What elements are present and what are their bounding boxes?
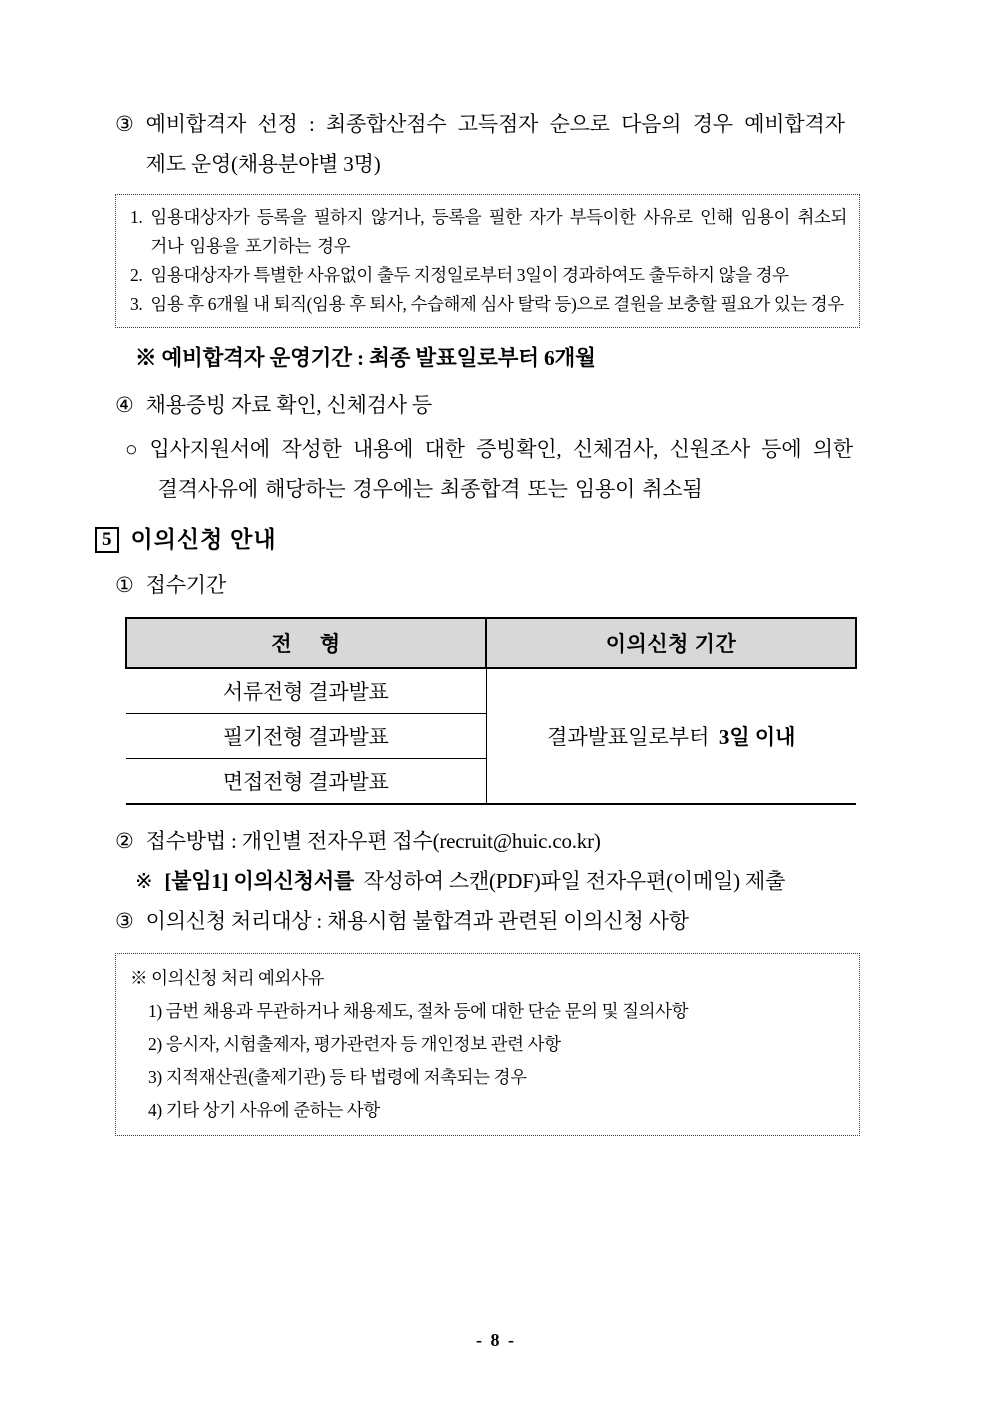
- reserve-reason-2-num: 2.: [130, 265, 143, 285]
- exception-item-2: 2) 응시자, 시험출제자, 평가관련자 등 개인정보 관련 사항: [148, 1034, 561, 1054]
- appeal-period-table: [125, 617, 857, 805]
- attachment-note-bold: [붙임1] 이의신청서를: [164, 869, 355, 893]
- reserve-reason-item: [130, 203, 847, 261]
- bullet-line2: 결격사유에 해당하는 경우에는 최종합격 또는 임용이 취소됨: [157, 477, 703, 501]
- table-header-row: [126, 618, 856, 668]
- reserve-reason-item: [130, 261, 847, 290]
- item-document-check-text: 채용증빙 자료 확인, 신체검사 등: [145, 393, 433, 417]
- exception-item-4: 4) 기타 상기 사유에 준하는 사항: [148, 1100, 380, 1120]
- reference-mark: ※: [135, 869, 153, 893]
- period-text-bold: 3일 이내: [718, 725, 796, 749]
- reserve-period-note: ※ 예비합격자 운영기간 : 최종 발표일로부터 6개월: [135, 346, 596, 370]
- attachment-note: [135, 861, 900, 901]
- header-cell-period: [486, 618, 856, 668]
- reserve-reason-3-num: 3.: [130, 294, 143, 314]
- circled-1-marker: ①: [115, 573, 134, 597]
- header-cell-stage: [126, 618, 486, 668]
- section-appeal-title: 이의신청 안내: [130, 527, 277, 552]
- section-number-box: 5: [95, 527, 119, 553]
- exception-item-3: 3) 지적재산권(출제기관) 등 타 법령에 저촉되는 경우: [148, 1067, 527, 1087]
- item-appeal-target-text: 이의신청 처리대상 : 채용시험 불합격과 관련된 이의신청 사항: [145, 909, 689, 933]
- item-reception-period-text: 접수기간: [145, 573, 226, 597]
- bullet-disqualification-text: [149, 429, 900, 509]
- attachment-note-rest: 작성하여 스캔(PDF)파일 전자우편(이메일) 제출: [363, 869, 786, 893]
- table-row: [126, 668, 856, 714]
- stage-cell-interview: 면접전형 결과발표: [126, 759, 486, 805]
- item-reception-method-text: 접수방법 : 개인별 전자우편 접수(recruit@huic.co.kr): [145, 829, 601, 853]
- header-stage-label: 전 형: [271, 632, 341, 656]
- circled-3b-marker: ③: [115, 909, 134, 933]
- period-cell: [486, 668, 856, 804]
- reserve-reasons-box: [115, 194, 860, 328]
- page-number: - 8 -: [476, 1330, 516, 1350]
- reserve-reason-1-num: 1.: [130, 207, 143, 227]
- circle-bullet-marker: ○: [125, 437, 138, 461]
- circled-3-marker: ③: [115, 112, 134, 136]
- reserve-reason-1-text: 임용대상자가 등록을 필하지 않거나, 등록을 필한 자가 부득이한 사유로 인해 임용이 취소되거나 임용을 포기하는 경우: [150, 207, 847, 256]
- exception-item-1: 1) 금번 채용과 무관하거나 채용제도, 절차 등에 대한 단순 문의 및 질의사항: [148, 1001, 689, 1021]
- reserve-reason-3-text: 임용 후 6개월 내 퇴직(임용 후 퇴사, 수습해제 심사 탈락 등)으로 결원을 보충할 필요가 있는 경우: [150, 294, 844, 314]
- item-appeal-target: [115, 901, 900, 941]
- item-reserve-line2: 제도 운영(채용분야별 3명): [145, 152, 381, 176]
- exception-box-title: ※ 이의신청 처리 예외사유: [130, 968, 325, 988]
- item-reserve-selection-text: [146, 104, 900, 184]
- stage-cell-written: 필기전형 결과발표: [126, 714, 486, 759]
- reserve-reason-2-text: 임용대상자가 특별한 사유없이 출두 지정일로부터 3일이 경과하여도 출두하지 않을 경우: [150, 265, 789, 285]
- item-document-check: [115, 385, 900, 425]
- bullet-line1: 입사지원서에 작성한 내용에 대한 증빙확인, 신체검사, 신원조사 등에 의한: [149, 437, 853, 461]
- appeal-exception-box: [115, 953, 860, 1136]
- reserve-reason-item: [130, 290, 847, 319]
- item-reserve-selection: [115, 104, 900, 184]
- section-appeal-heading: [95, 521, 900, 559]
- document-content: [95, 104, 900, 1136]
- bullet-disqualification: [125, 429, 900, 509]
- stage-cell-document: 서류전형 결과발표: [126, 668, 486, 714]
- item-reserve-line1: 예비합격자 선정 : 최종합산점수 고득점자 순으로 다음의 경우 예비합격자: [145, 112, 845, 136]
- item-reception-method: [115, 821, 900, 861]
- period-text-normal: 결과발표일로부터: [547, 725, 710, 749]
- circled-2-marker: ②: [115, 829, 134, 853]
- header-period-label: 이의신청 기간: [605, 632, 737, 656]
- attachment-note-text: [164, 861, 900, 901]
- circled-4-marker: ④: [115, 393, 134, 417]
- item-reception-period: [115, 565, 900, 605]
